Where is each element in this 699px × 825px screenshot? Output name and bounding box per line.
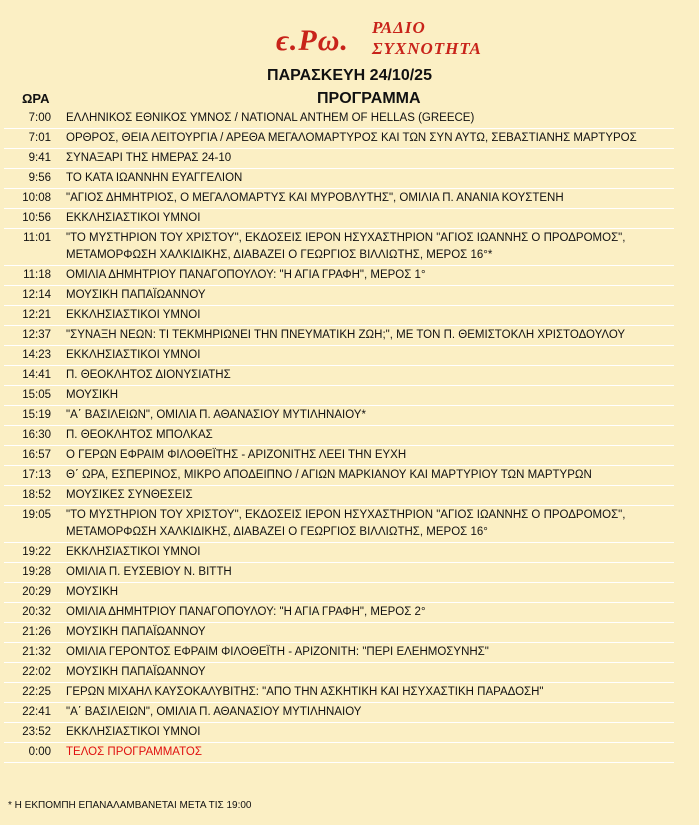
schedule-row (4, 663, 674, 683)
schedule-row (4, 266, 674, 286)
schedule-title: Ο ΓΕΡΩΝ ΕΦΡΑΙΜ ΦΙΛΟΘΕΪΤΗΣ - ΑΡΙΖΟΝΙΤΗΣ ΛΕΕΙ ΤΗΝ ΕΥΧΗ (66, 449, 407, 461)
program-heading: ΠΡΟΓΡΑΜΜΑ (317, 90, 421, 107)
schedule-title: ΤΟ ΚΑΤΑ ΙΩΑΝΝΗΝ ΕΥΑΓΓΕΛΙΟΝ (66, 172, 243, 184)
schedule-time: 22:02 (22, 666, 51, 678)
schedule-row (4, 406, 674, 426)
schedule-time: 16:30 (22, 429, 51, 441)
schedule-title: ΟΜΙΛΙΑ ΔΗΜΗΤΡΙΟΥ ΠΑΝΑΓΟΠΟΥΛΟΥ: "Η ΑΓΙΑ ΓΡΑΦΗ", ΜΕΡΟΣ 2° (66, 606, 426, 618)
schedule-time: 21:32 (22, 646, 51, 658)
schedule-title: ΣΥΝΑΞΑΡΙ ΤΗΣ ΗΜΕΡΑΣ 24-10 (66, 152, 232, 164)
schedule-time: 11:01 (23, 232, 51, 244)
schedule-row (4, 683, 674, 703)
schedule-time: 10:56 (22, 212, 51, 224)
schedule-row (4, 229, 674, 266)
schedule-title: ΟΡΘΡΟΣ, ΘΕΙΑ ΛΕΙΤΟΥΡΓΙΑ / ΑΡΕΘΑ ΜΕΓΑΛΟΜΑΡΤΥΡΟΣ ΚΑΙ ΤΩΝ ΣΥΝ ΑΥΤΩ, ΣΕΒΑΣΤΙΑΝΗΣ ΜΑΡΤΥΡΟΣ (66, 132, 637, 144)
schedule-time: 11:18 (23, 269, 51, 281)
schedule-time: 19:28 (22, 566, 51, 578)
schedule-title: "ΑΓΙΟΣ ΔΗΜΗΤΡΙΟΣ, Ο ΜΕΓΑΛΟΜΑΡΤΥΣ ΚΑΙ ΜΥΡΟΒΛΥΤΗΣ", ΟΜΙΛΙΑ Π. ΑΝΑΝΙΑ ΚΟΥΣΤΕΝΗ (66, 192, 564, 204)
schedule-time: 16:57 (22, 449, 51, 461)
schedule-time: 15:05 (22, 389, 51, 401)
schedule-time: 21:26 (22, 626, 51, 638)
schedule-title: ΜΟΥΣΙΚΗ ΠΑΠΑΪΩΑΝΝΟΥ (66, 626, 206, 638)
schedule-row (4, 506, 674, 543)
schedule-time: 14:41 (22, 369, 51, 381)
schedule-row (4, 426, 674, 446)
schedule-row (4, 446, 674, 466)
schedule-time: 15:19 (22, 409, 51, 421)
footnote: * Η ΕΚΠΟΜΠΗ ΕΠΑΝΑΛΑΜΒΑΝΕΤΑΙ ΜΕΤΑ ΤΙΣ 19:00 (8, 800, 252, 811)
schedule-row (4, 306, 674, 326)
schedule-title: ΜΟΥΣΙΚΕΣ ΣΥΝΘΕΣΕΙΣ (66, 489, 193, 501)
schedule-time: 7:01 (28, 132, 51, 144)
schedule-title: "ΣΥΝΑΞΗ ΝΕΩΝ: ΤΙ ΤΕΚΜΗΡΙΩΝΕΙ ΤΗΝ ΠΝΕΥΜΑΤΙΚΗ ΖΩΗ;", ΜΕ ΤΟΝ Π. ΘΕΜΙΣΤΟΚΛΗ ΧΡΙΣΤΟΔΟΥΛΟΥ (66, 329, 626, 341)
schedule-time: 19:22 (22, 546, 51, 558)
schedule-title: "Α΄ ΒΑΣΙΛΕΙΩΝ", ΟΜΙΛΙΑ Π. ΑΘΑΝΑΣΙΟΥ ΜΥΤΙΛΗΝΑΙΟΥ* (66, 409, 366, 421)
station-logo (276, 18, 516, 62)
schedule-row (4, 466, 674, 486)
schedule-time: 14:23 (22, 349, 51, 361)
schedule-row (4, 326, 674, 346)
time-column-header: ΩΡΑ (22, 91, 50, 106)
schedule-title: ΟΜΙΛΙΑ Π. ΕΥΣΕΒΙΟΥ Ν. ΒΙΤΤΗ (66, 566, 232, 578)
schedule-title: "ΤΟ ΜΥΣΤΗΡΙΟΝ ΤΟΥ ΧΡΙΣΤΟΥ", ΕΚΔΟΣΕΙΣ ΙΕΡΟΝ ΗΣΥΧΑΣΤΗΡΙΟΝ "ΑΓΙΟΣ ΙΩΑΝΝΗΣ Ο ΠΡΟΔΡΟΜΟΣ", ΜΕΤΑΜΟΡΦΩΣΗ ΧΑΛΚΙΔΙΚΗΣ, ΔΙΑΒΑΖΕΙ Ο ΓΕΩΡΓΙΟΣ ΒΙΛΛΙΩΤΗΣ, ΜΕΡΟΣ 16° (66, 509, 626, 538)
schedule-title: Π. ΘΕΟΚΛΗΤΟΣ ΔΙΟΝΥΣΙΑΤΗΣ (66, 369, 231, 381)
schedule-time: 0:00 (28, 746, 51, 758)
schedule-time: 10:08 (22, 192, 51, 204)
schedule-time: 20:32 (22, 606, 51, 618)
schedule-time: 9:41 (28, 152, 51, 164)
schedule-row (4, 723, 674, 743)
schedule-title: Θ΄ ΩΡΑ, ΕΣΠΕΡΙΝΟΣ, ΜΙΚΡΟ ΑΠΟΔΕΙΠΝΟ / ΑΓΙΩΝ ΜΑΡΚΙΑΝΟΥ ΚΑΙ ΜΑΡΤΥΡΙΟΥ ΤΩΝ ΜΑΡΤΥΡΩΝ (66, 469, 592, 481)
schedule-row (4, 643, 674, 663)
schedule-row (4, 149, 674, 169)
schedule-title: ΟΜΙΛΙΑ ΔΗΜΗΤΡΙΟΥ ΠΑΝΑΓΟΠΟΥΛΟΥ: "Η ΑΓΙΑ ΓΡΑΦΗ", ΜΕΡΟΣ 1° (66, 269, 426, 281)
schedule-time: 9:56 (28, 172, 51, 184)
schedule-title: Π. ΘΕΟΚΛΗΤΟΣ ΜΠΟΛΚΑΣ (66, 429, 213, 441)
schedule-title: "ΤΟ ΜΥΣΤΗΡΙΟΝ ΤΟΥ ΧΡΙΣΤΟΥ", ΕΚΔΟΣΕΙΣ ΙΕΡΟΝ ΗΣΥΧΑΣΤΗΡΙΟΝ "ΑΓΙΟΣ ΙΩΑΝΝΗΣ Ο ΠΡΟΔΡΟΜΟΣ", ΜΕΤΑΜΟΡΦΩΣΗ ΧΑΛΚΙΔΙΚΗΣ, ΔΙΑΒΑΖΕΙ Ο ΓΕΩΡΓΙΟΣ ΒΙΛΛΙΩΤΗΣ, ΜΕΡΟΣ 16°* (66, 232, 626, 261)
schedule-table (4, 109, 674, 763)
schedule-time: 12:37 (22, 329, 51, 341)
schedule-time: 17:13 (22, 469, 51, 481)
schedule-title: ΜΟΥΣΙΚΗ (66, 586, 119, 598)
schedule-row (4, 563, 674, 583)
schedule-time: 18:52 (22, 489, 51, 501)
schedule-time: 7:00 (28, 112, 51, 124)
schedule-title: ΜΟΥΣΙΚΗ ΠΑΠΑΪΩΑΝΝΟΥ (66, 289, 206, 301)
schedule-title: ΟΜΙΛΙΑ ΓΕΡΟΝΤΟΣ ΕΦΡΑΙΜ ΦΙΛΟΘΕΪΤΗ - ΑΡΙΖΟΝΙΤΗ: "ΠΕΡΙ ΕΛΕΗΜΟΣΥΝΗΣ" (66, 646, 489, 658)
schedule-row (4, 743, 674, 763)
schedule-title: ΜΟΥΣΙΚΗ (66, 389, 119, 401)
schedule-row (4, 286, 674, 306)
schedule-title: ΤΕΛΟΣ ΠΡΟΓΡΑΜΜΑΤΟΣ (66, 746, 202, 758)
schedule-title: ΕΚΚΛΗΣΙΑΣΤΙΚΟΙ ΥΜΝΟΙ (66, 726, 201, 738)
schedule-row (4, 109, 674, 129)
schedule-row (4, 486, 674, 506)
schedule-time: 20:29 (22, 586, 51, 598)
logo-radio-text: ΡΑΔΙΟ (372, 18, 426, 37)
schedule-row (4, 346, 674, 366)
schedule-row (4, 169, 674, 189)
schedule-date: ΠΑΡΑΣΚΕΥΗ 24/10/25 (267, 67, 432, 84)
schedule-title: "Α΄ ΒΑΣΙΛΕΙΩΝ", ΟΜΙΛΙΑ Π. ΑΘΑΝΑΣΙΟΥ ΜΥΤΙΛΗΝΑΙΟΥ (66, 706, 362, 718)
schedule-row (4, 543, 674, 563)
schedule-title: ΕΚΚΛΗΣΙΑΣΤΙΚΟΙ ΥΜΝΟΙ (66, 212, 201, 224)
logo-mark: ϵ.Ρω. (276, 24, 349, 57)
schedule-row (4, 603, 674, 623)
schedule-row (4, 209, 674, 229)
schedule-row (4, 386, 674, 406)
schedule-time: 22:25 (22, 686, 51, 698)
schedule-title: ΕΚΚΛΗΣΙΑΣΤΙΚΟΙ ΥΜΝΟΙ (66, 349, 201, 361)
schedule-time: 22:41 (22, 706, 51, 718)
schedule-row (4, 703, 674, 723)
schedule-row (4, 129, 674, 149)
schedule-title: ΕΛΛΗΝΙΚΟΣ ΕΘΝΙΚΟΣ ΥΜΝΟΣ / NATIONAL ANTHEM OF HELLAS (GREECE) (66, 112, 475, 124)
schedule-row (4, 623, 674, 643)
schedule-time: 12:14 (22, 289, 51, 301)
schedule-row (4, 189, 674, 209)
logo-frequency-text: ΣΥΧΝΟΤΗΤΑ (372, 39, 482, 58)
schedule-title: ΓΕΡΩΝ ΜΙΧΑΗΛ ΚΑΥΣΟΚΑΛΥΒΙΤΗΣ: "ΑΠΟ ΤΗΝ ΑΣΚΗΤΙΚΗ ΚΑΙ ΗΣΥΧΑΣΤΙΚΗ ΠΑΡΑΔΟΣΗ" (66, 686, 544, 698)
schedule-time: 19:05 (22, 509, 51, 521)
schedule-time: 23:52 (22, 726, 51, 738)
schedule-title: ΕΚΚΛΗΣΙΑΣΤΙΚΟΙ ΥΜΝΟΙ (66, 546, 201, 558)
schedule-row (4, 366, 674, 386)
schedule-title: ΜΟΥΣΙΚΗ ΠΑΠΑΪΩΑΝΝΟΥ (66, 666, 206, 678)
schedule-title: ΕΚΚΛΗΣΙΑΣΤΙΚΟΙ ΥΜΝΟΙ (66, 309, 201, 321)
schedule-row (4, 583, 674, 603)
schedule-time: 12:21 (22, 309, 51, 321)
